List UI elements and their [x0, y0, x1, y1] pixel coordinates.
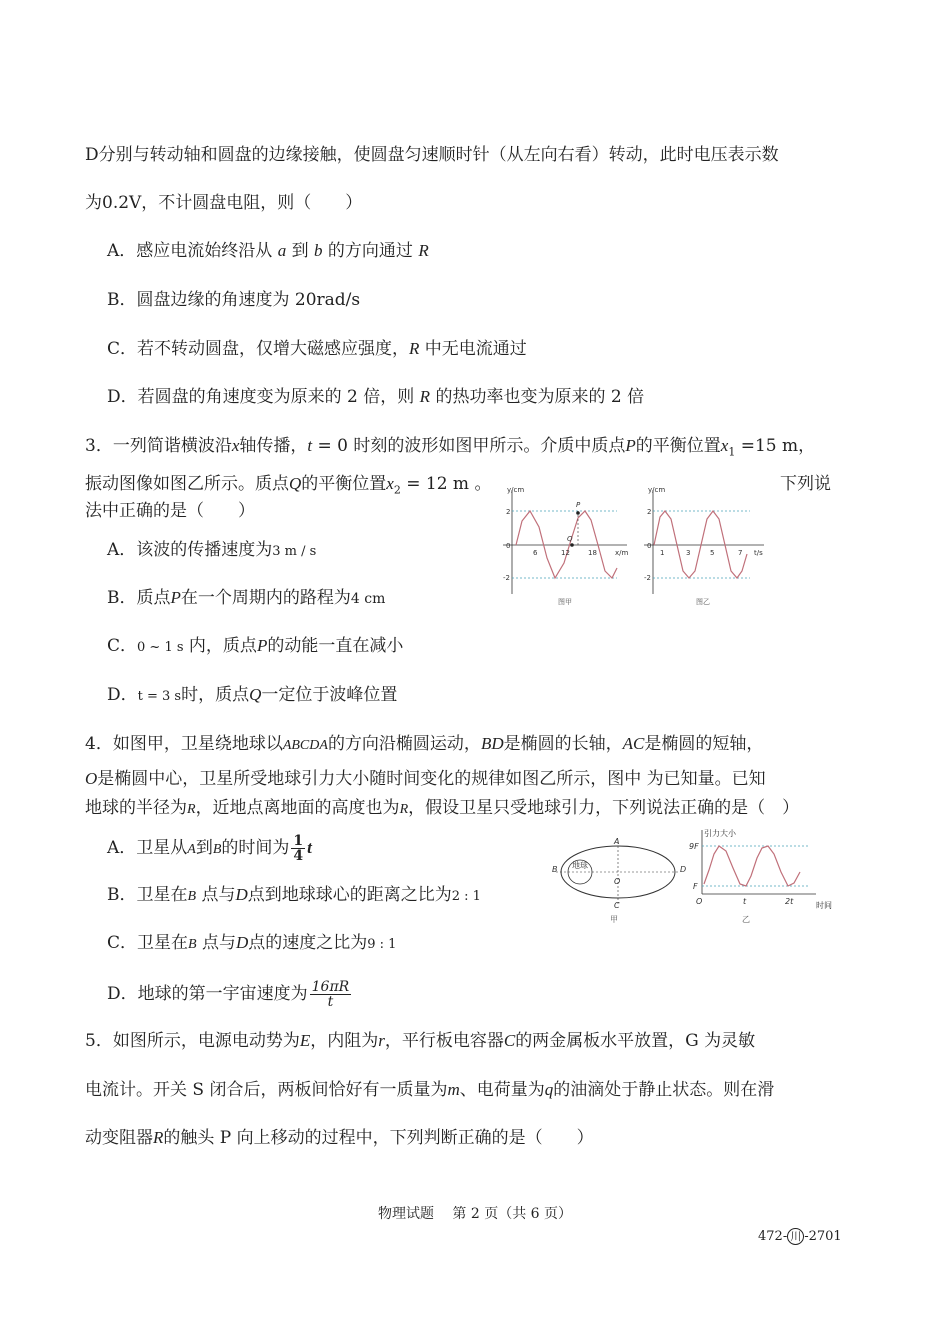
vibration-graph-ytick-2: 2	[647, 508, 652, 516]
vibration-graph-xtick-5: 5	[710, 549, 715, 557]
q3-option-a: A．该波的传播速度为3 m / s	[107, 540, 317, 560]
exam-code: 472- 川 -2701	[758, 1229, 842, 1244]
exam-code-circle: 川	[787, 1228, 804, 1245]
page-footer: 物理试题 第 2 页（共 6 页）	[377, 1206, 573, 1222]
wave-graph-caption: 图甲	[558, 598, 572, 606]
vibration-graph-xtick-3: 3	[686, 549, 691, 557]
force-graph-xtick-2t: 2t	[785, 897, 794, 906]
wave-graph-figure	[495, 484, 635, 608]
q3-stem-line1: 3．一列简谐横波沿x轴传播，t = 0 时刻的波形如图甲所示。介质中质点P的平衡位置$x_1 =15$ m，	[85, 436, 816, 459]
force-graph-xtick-o: O	[696, 897, 703, 906]
q2-option-b: B．圆盘边缘的角速度为 20rad/s	[107, 290, 361, 310]
q3-option-c: C．0 ~ 1 s 内，质点P的动能一直在减小	[107, 636, 404, 656]
force-graph-ylabel: 引力大小	[704, 829, 736, 838]
vibration-graph-ytick-neg2: -2	[644, 574, 651, 582]
point-p-marker	[576, 511, 580, 515]
wave-graph-ytick-0: 0	[506, 542, 511, 550]
force-curve	[704, 846, 800, 886]
q2-stem-line2: 为0.2V，不计圆盘电阻，则（ ）	[85, 193, 363, 213]
q4-stem-line3: 地球的半径为R，近地点离地面的高度也为R，假设卫星只受地球引力，下列说法正确的是（ ）	[85, 798, 800, 818]
q5-stem-line2: 电流计。开关 S 闭合后，两板间恰好有一质量为m、电荷量为q的油滴处于静止状态。则在滑	[85, 1080, 775, 1100]
wave-graph-ytick-neg2: -2	[503, 574, 510, 582]
wave-graph-ytick-2: 2	[506, 508, 511, 516]
wave-curve	[516, 511, 617, 578]
q4-option-d: D．地球的第一宇宙速度为 $\frac{16\pi R}{t}$	[107, 979, 350, 1010]
q4-option-c: C．卫星在B 点与D点的速度之比为9 : 1	[107, 933, 397, 953]
orbit-label-c: C	[614, 901, 620, 910]
q4-option-b: B．卫星在B 点与D点到地球球心的距离之比为2 : 1	[107, 885, 481, 905]
q4a-fraction: $\frac{1}{4}$	[293, 833, 304, 864]
vibration-graph-caption: 图乙	[696, 598, 710, 606]
orbit-figure	[548, 830, 688, 928]
wave-graph-xlabel: x/m	[615, 549, 629, 557]
vibration-curve	[654, 511, 747, 578]
wave-graph-ylabel: y/cm	[507, 486, 525, 494]
vibration-graph-xtick-7: 7	[738, 549, 743, 557]
vibration-graph-xtick-1: 1	[660, 549, 665, 557]
vibration-graph-ylabel: y/cm	[648, 486, 666, 494]
point-q-marker	[570, 543, 574, 547]
q2-option-a: A．感应电流始终沿从 a 到 b 的方向通过 R	[107, 241, 429, 261]
q4-stem-line1: 4．如图甲，卫星绕地球以ABCDA的方向沿椭圆运动，BD是椭圆的长轴，AC是椭圆的短轴，	[85, 734, 764, 754]
force-graph-xlabel: 时间	[816, 901, 832, 910]
q4d-fraction: $\frac{16\pi R}{t}$	[311, 979, 350, 1010]
q4-option-a: A．卫星从A到B的时间为 $\frac{1}{4}$ t	[107, 833, 312, 864]
orbit-label-o: O	[614, 877, 621, 886]
q4-stem-line2: O是椭圆中心，卫星所受地球引力大小随时间变化的规律如图乙所示，图中 为已知量。已知	[85, 769, 766, 789]
force-graph-xtick-t: t	[743, 897, 747, 906]
orbit-label-a: A	[614, 837, 620, 846]
wave-graph-xtick-12: 12	[561, 549, 570, 557]
q5-stem-line1: 5．如图所示，电源电动势为E，内阻为r，平行板电容器C的两金属板水平放置，G 为灵敏	[85, 1031, 756, 1051]
force-graph-caption: 乙	[742, 915, 750, 924]
orbit-caption: 甲	[610, 915, 618, 924]
q3-stem-line2: 振动图像如图乙所示。质点Q的平衡位置$x_2 = 12$ m 。	[85, 474, 492, 497]
orbit-label-b: B	[552, 865, 558, 874]
wave-graph-label-q: Q	[567, 535, 573, 543]
wave-graph-label-p: P	[576, 501, 581, 509]
wave-graph-xtick-6: 6	[533, 549, 538, 557]
q3-option-b: B．质点P在一个周期内的路程为4 cm	[107, 588, 386, 608]
force-graph-figure	[688, 826, 838, 926]
q5-stem-line3: 动变阻器R的触头 P 向上移动的过程中，下列判断正确的是（ ）	[85, 1128, 594, 1148]
force-graph-ytick-f: F	[693, 882, 698, 891]
wave-graph-xtick-18: 18	[588, 549, 597, 557]
vibration-graph-ytick-0: 0	[647, 542, 652, 550]
q2-option-d: D．若圆盘的角速度变为原来的 2 倍，则 R 的热功率也变为原来的 2 倍	[107, 387, 645, 407]
orbit-label-d: D	[680, 865, 687, 874]
vibration-graph-xlabel: t/s	[754, 549, 763, 557]
earth-label: 地球	[572, 861, 588, 870]
vibration-graph-figure	[640, 484, 770, 608]
q3-option-d: D．t = 3 s时，质点Q一定位于波峰位置	[107, 685, 398, 705]
q3-stem-line2-right: 下列说	[780, 474, 831, 494]
q2-option-c: C．若不转动圆盘，仅增大磁感应强度，R 中无电流通过	[107, 339, 527, 359]
q3-stem-line3: 法中正确的是（ ）	[85, 501, 255, 521]
q2-stem-line1: D分别与转动轴和圆盘的边缘接触，使圆盘匀速顺时针（从左向右看）转动，此时电压表示数	[85, 145, 779, 165]
force-graph-ytick-9f: 9F	[689, 842, 699, 851]
